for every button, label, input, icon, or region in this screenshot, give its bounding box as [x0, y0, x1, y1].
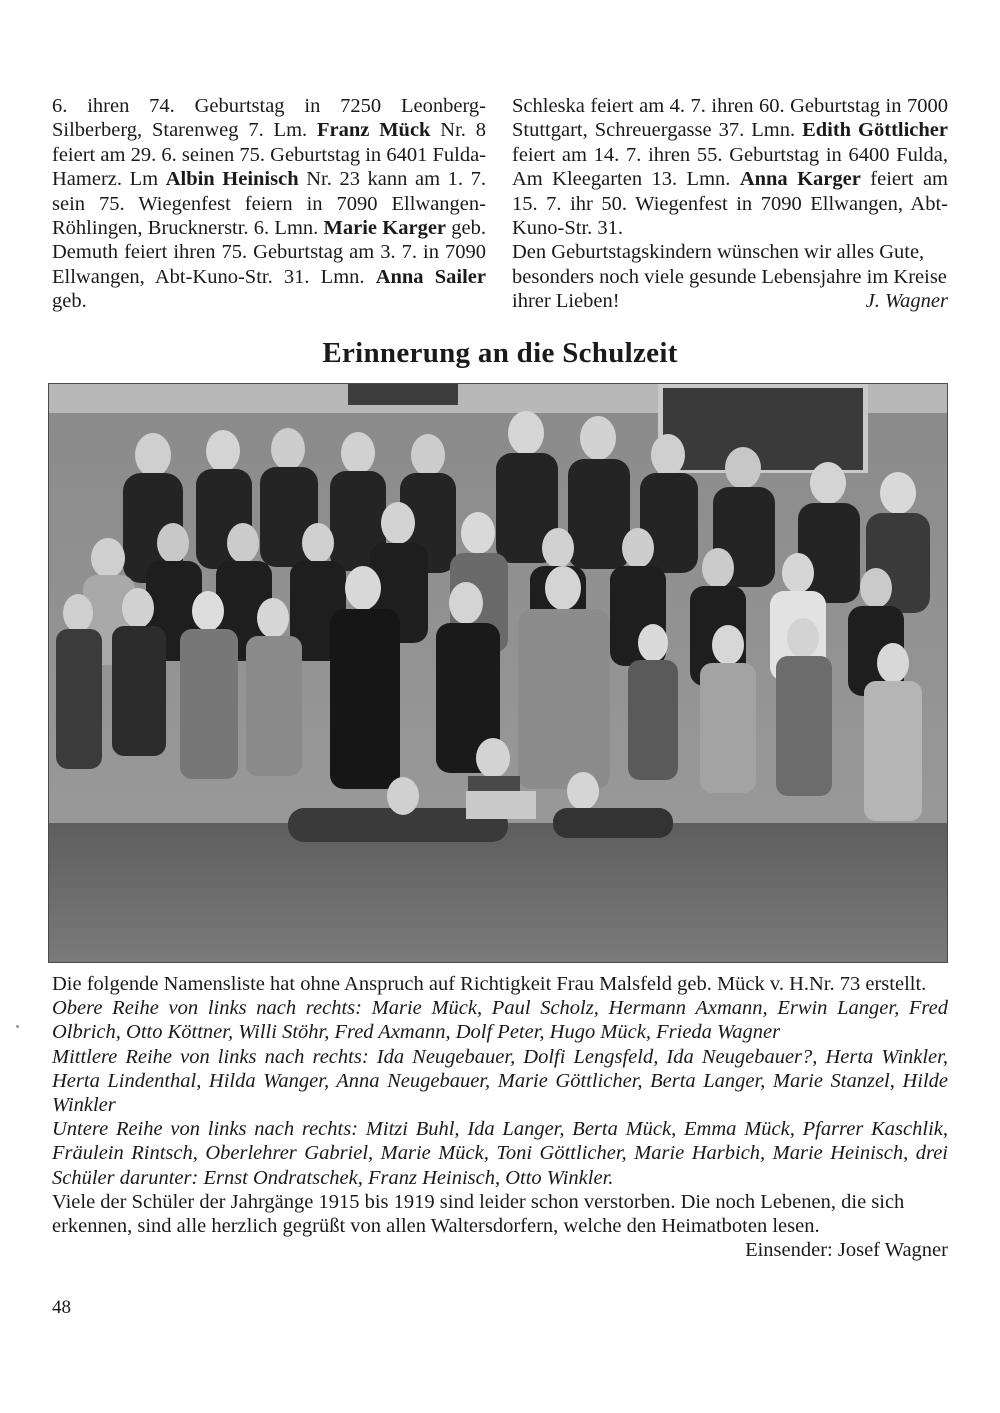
birthday-column-right	[512, 94, 948, 314]
text-segment: geb. Demuth feiert ihren 75. Geburtstag am 3. 7. in 7090 Ellwangen, Abt-Kuno-Str. 31. Lmn.	[52, 217, 486, 288]
closing-wish: Den Geburtstagskindern wünschen wir alles Gute, besonders noch viele gesunde Lebensjahre im Kreise ihrer Lieben!	[512, 241, 947, 313]
text-segment: 6. ihren 74. Geburtstag in 7250 Leonberg-Silberberg, Starenweg 7. Lm.	[52, 95, 486, 142]
caption-upper-row: Obere Reihe von links nach rechts: Marie Mück, Paul Scholz, Hermann Axmann, Erwin Langer, Fred Olbrich, Otto Köttner, Willi Stöhr, Fred Axmann, Dolf Peter, Hugo Mück, Frieda Wagner	[52, 997, 948, 1044]
text-segment: feiert am 15. 7. ihr 50. Wiegenfest in 7090 Ellwangen, Abt-Kuno-Str. 31.	[512, 168, 948, 240]
text-segment: feiert am 14. 7. ihren 55. Geburtstag in 6400 Fulda, Am Kleegarten 13. Lmn.	[512, 143, 948, 191]
photo-caption	[52, 972, 948, 1262]
person-name: Edith Göttlicher	[802, 119, 948, 142]
caption-middle-row: Mittlere Reihe von links nach rechts: Ida Neugebauer, Dolfi Lengsfeld, Ida Neugebauer?, Herta Winkler, Herta Lindenthal, Hilda Wanger, Anna Neugebauer, Marie Göttlicher, Berta Langer, Marie Stanzel, Hilde Winkler	[52, 1045, 948, 1117]
page-number: 48	[52, 1297, 71, 1318]
text-segment: Nr. 23 kann am 1. 7. sein 75. Wiegenfest feiern in 7090 Ellwangen-Röhlingen, Brucknerstr. 6. Lmn.	[52, 168, 487, 240]
class-photo-image	[48, 383, 948, 963]
text-segment: geb.	[52, 290, 87, 313]
person-name: Franz Mück	[317, 119, 431, 142]
caption-sender: Einsender: Josef Wagner	[745, 1239, 948, 1262]
print-speck	[16, 1025, 19, 1028]
person-name: Marie Karger	[323, 217, 447, 240]
text-segment: Nr. 8 feiert am 29. 6. seinen 75. Geburtstag in 6401 Fulda-Hamerz. Lm	[52, 119, 487, 191]
person-name: Anna Sailer	[375, 265, 486, 288]
caption-closing-text: Viele der Schüler der Jahrgänge 1915 bis 1919 sind leider schon verstorben. Die noch Lebenen, die sich erkennen, sind alle herzlich gegrüßt von allen Waltersdorfern, welche den Heimatboten lesen.	[52, 1190, 905, 1238]
caption-intro: Die folgende Namensliste hat ohne Anspruch auf Richtigkeit Frau Malsfeld geb. Mück v. H.Nr. 73 erstellt.	[52, 973, 927, 995]
birthday-column-left	[52, 94, 486, 314]
person-name: Anna Karger	[739, 168, 861, 191]
text-segment: Schleska feiert am 4. 7. ihren 60. Geburtstag in 7000 Stuttgart, Schreuergasse 37. Lmn.	[512, 95, 948, 142]
class-photo	[48, 383, 948, 963]
person-name: Albin Heinisch	[165, 168, 299, 191]
article-headline: Erinnerung an die Schulzeit	[322, 337, 678, 369]
caption-lower-row: Untere Reihe von links nach rechts: Mitzi Buhl, Ida Langer, Berta Mück, Emma Mück, Pfarrer Kaschlik, Fräulein Rintsch, Oberlehrer Gabriel, Marie Mück, Toni Göttlicher, Marie Harbich, Marie Heinisch, drei Schüler darunter: Ernst Ondratschek, Franz Heinisch, Otto Winkler.	[52, 1118, 948, 1189]
author-signature: J. Wagner	[865, 290, 948, 313]
caption-closing	[52, 1190, 948, 1262]
